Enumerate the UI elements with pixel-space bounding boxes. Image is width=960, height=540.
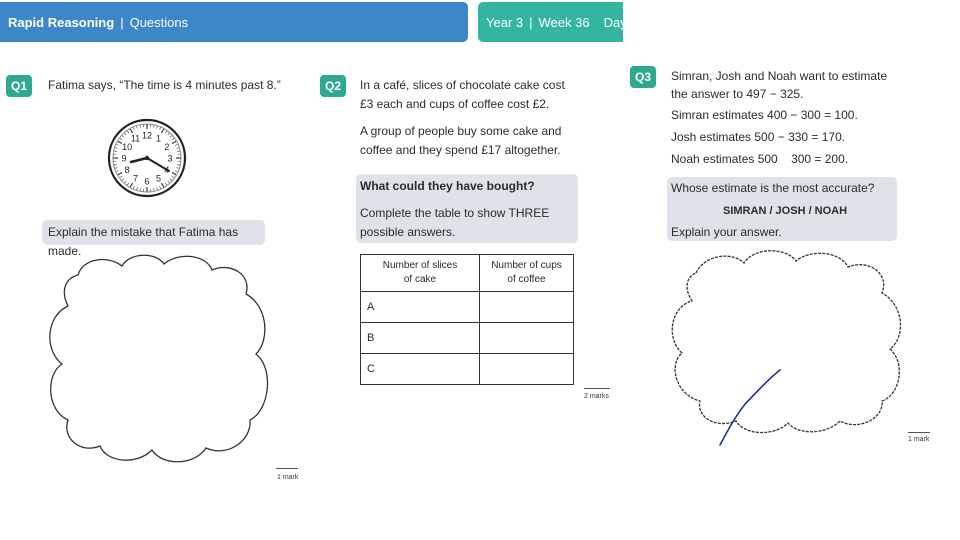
q1-badge: Q1 [6,75,32,97]
header-separator-2: | [529,14,533,30]
q3-question: Whose estimate is the most accurate? [671,181,875,195]
q2-instruction-1: Complete the table to show THREE [360,206,550,220]
q1-marks: 1 mark [277,474,299,481]
table-cell-cake[interactable] [361,354,480,385]
clock-number: 5 [155,173,162,184]
clock-number: 2 [164,142,170,152]
q1-statement: Fatima says, “The time is 4 minutes past 8.” [48,78,281,92]
clock-number: 8 [124,165,130,175]
q2-line1: In a café, slices of chocolate cake cost [360,78,565,92]
row-label-b: B [367,332,375,344]
clock-number: 12 [141,130,153,141]
clock-icon [106,108,188,208]
q2-badge: Q2 [320,75,346,97]
row-label-a: A [367,301,375,313]
table-header-cake-line1: Number of slices [382,260,458,271]
table-header-coffee [480,255,574,292]
q3-noah: Noah estimates 500 300 = 200. [671,152,849,166]
q1-answer-cloud[interactable] [38,250,278,470]
q1-marks-rule [276,468,298,469]
q1-task-box [42,220,265,258]
row-label-c: C [367,363,375,375]
q2-marks: 2 marks [584,393,609,400]
header-year: Year 3 [486,14,524,30]
table-cell-cake[interactable] [361,323,480,354]
q2-answer-table [360,254,574,385]
header-day: Day 1 [603,14,638,30]
table-header-row [361,255,574,292]
q2-prompt-box [356,174,578,243]
table-cell-cake[interactable] [361,292,480,323]
clock-number: 9 [121,153,127,164]
header-section: Questions [129,14,189,30]
table-row [361,292,574,323]
table-header-cake-line2: of cake [403,274,437,285]
q2-marks-rule [584,388,610,389]
q3-line2: the answer to 497 − 325. [671,87,804,101]
table-cell-coffee[interactable] [480,292,574,323]
q2-line4: coffee and they spend £17 altogether. [360,143,561,157]
header-title: Rapid Reasoning [8,14,115,30]
table-header-coffee-line1: Number of cups [491,260,562,271]
table-row [361,323,574,354]
clock-number: 3 [167,153,173,164]
table-row [361,354,574,385]
header-week: Week 36 [538,14,590,30]
clock-number: 7 [132,173,139,184]
q3-marks: 1 mark [908,436,930,443]
header-title-bar [0,2,468,42]
header-separator: | [120,14,124,30]
clock-number: 11 [130,133,141,144]
q3-simran: Simran estimates 400 − 300 = 100. [671,108,858,122]
clock-number: 10 [122,142,133,152]
q3-answer-cloud[interactable] [662,245,912,450]
q3-josh: Josh estimates 500 − 330 = 170. [671,130,846,144]
q3-line1: Simran, Josh and Noah want to estimate [671,69,888,83]
q3-prompt-box [667,177,897,241]
table-cell-coffee[interactable] [480,323,574,354]
q2-instruction-2: possible answers. [360,225,456,239]
q2-line2: £3 each and cups of coffee cost £2. [360,97,550,111]
q3-badge: Q3 [630,66,656,88]
q2-line3: A group of people buy some cake and [360,124,562,138]
q2-question: What could they have bought? [360,179,535,193]
table-cell-coffee[interactable] [480,354,574,385]
q3-marks-rule [908,432,930,433]
clock-number: 1 [155,133,162,144]
header-date-bar [478,2,638,42]
q3-options: SIMRAN / JOSH / NOAH [723,205,848,217]
table-header-cake [361,255,480,292]
q1-task: Explain the mistake that Fatima has made. [48,225,239,258]
q3-explain: Explain your answer. [671,225,782,239]
table-header-coffee-line2: of coffee [507,274,546,285]
clock-number: 6 [144,176,150,187]
